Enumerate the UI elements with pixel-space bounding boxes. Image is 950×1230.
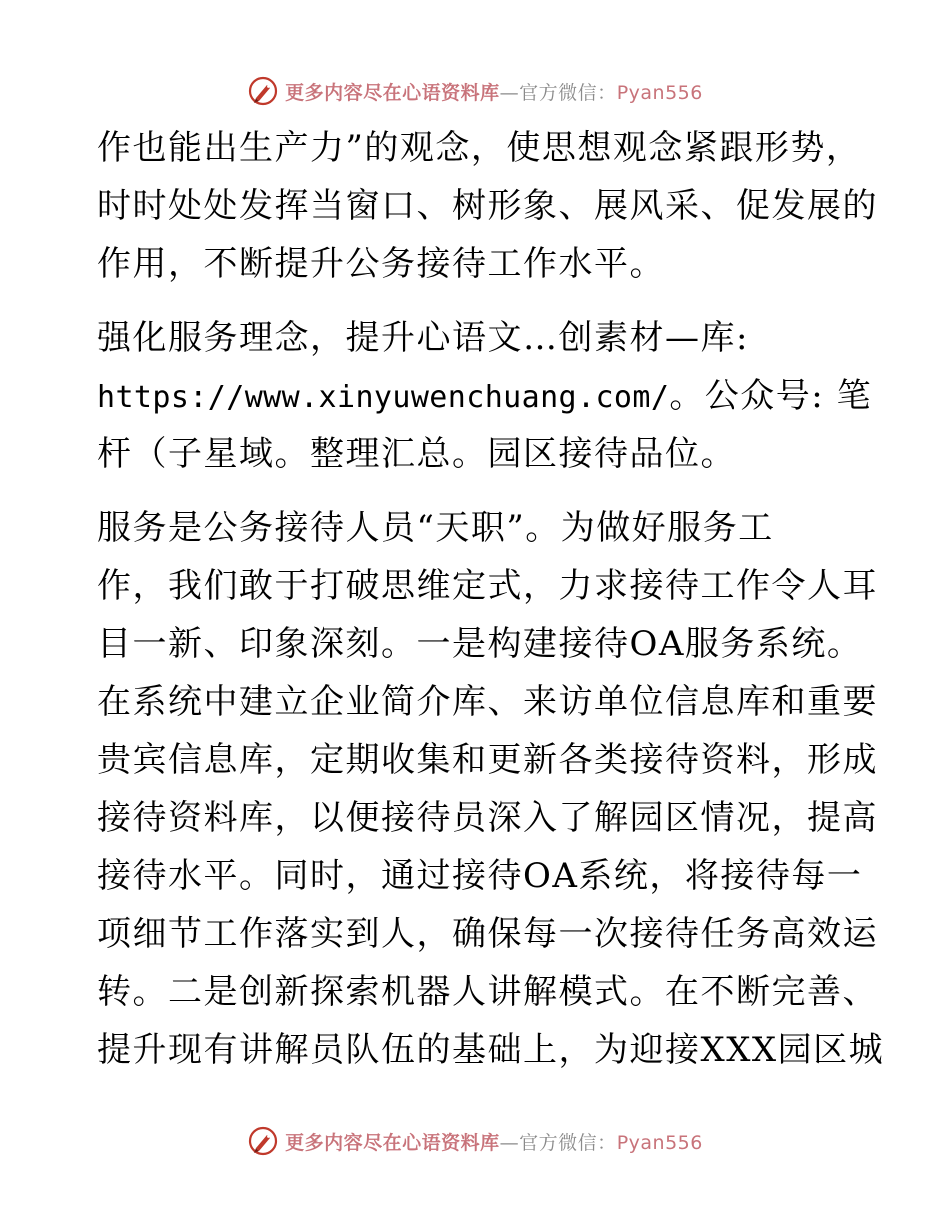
text-line: 项细节工作落实到人，确保每一次接待任务高效运 (97, 914, 878, 954)
text-fragment: 。公众号: 笔 (669, 376, 873, 416)
text-line: 杆（子星域。整理汇总。园区接待品位。 (97, 434, 736, 474)
footer-banner (0, 1121, 950, 1161)
header-brand: 更多内容尽在心语资料库 (285, 81, 500, 104)
text-line: 作用，不断提升公务接待工作水平。 (97, 244, 665, 284)
text-line: 接待水平。同时，通过接待OA系统，将接待每一 (97, 856, 863, 896)
text-line: 在系统中建立企业简介库、来访单位信息库和重要 (97, 682, 878, 722)
header-banner (0, 71, 950, 111)
text-line: 强化服务理念，提升心语文…创素材—库: (97, 318, 749, 358)
footer-brand: 更多内容尽在心语资料库 (285, 1131, 500, 1154)
url-line (97, 376, 872, 416)
footer-separator: — (499, 1131, 520, 1154)
footer-wechat-id: Pyan556 (616, 1131, 703, 1154)
text-line: 服务是公务接待人员“天职”。为做好服务工 (97, 508, 774, 548)
header-wechat-id: Pyan556 (616, 81, 703, 104)
header-separator: — (499, 81, 520, 104)
footer-banner-content (247, 1125, 703, 1157)
text-line: 时时处处发挥当窗口、树形象、展风采、促发展的 (97, 186, 878, 226)
header-banner-text (285, 78, 703, 105)
text-line: 提升现有讲解员队伍的基础上，为迎接XXX园区城 (97, 1030, 885, 1070)
website-url: https://www.xinyuwenchuang.com/ (97, 380, 670, 415)
pen-logo-icon (247, 75, 279, 107)
text-line: 作，我们敢于打破思维定式，力求接待工作令人耳 (97, 566, 878, 606)
text-line: 接待资料库，以便接待员深入了解园区情况，提高 (97, 798, 878, 838)
text-line: 作也能出生产力”的观念，使思想观念紧跟形势， (97, 128, 862, 168)
text-line: 转。二是创新探索机器人讲解模式。在不断完善、 (97, 972, 878, 1012)
header-banner-content (247, 75, 703, 107)
footer-wechat-label: 官方微信： (519, 1131, 617, 1154)
header-wechat-label: 官方微信： (519, 81, 617, 104)
text-line: 贵宾信息库，定期收集和更新各类接待资料，形成 (97, 740, 878, 780)
footer-banner-text (285, 1128, 703, 1155)
pen-logo-icon (247, 1125, 279, 1157)
text-line: 目一新、印象深刻。一是构建接待OA服务系统。 (97, 624, 863, 664)
